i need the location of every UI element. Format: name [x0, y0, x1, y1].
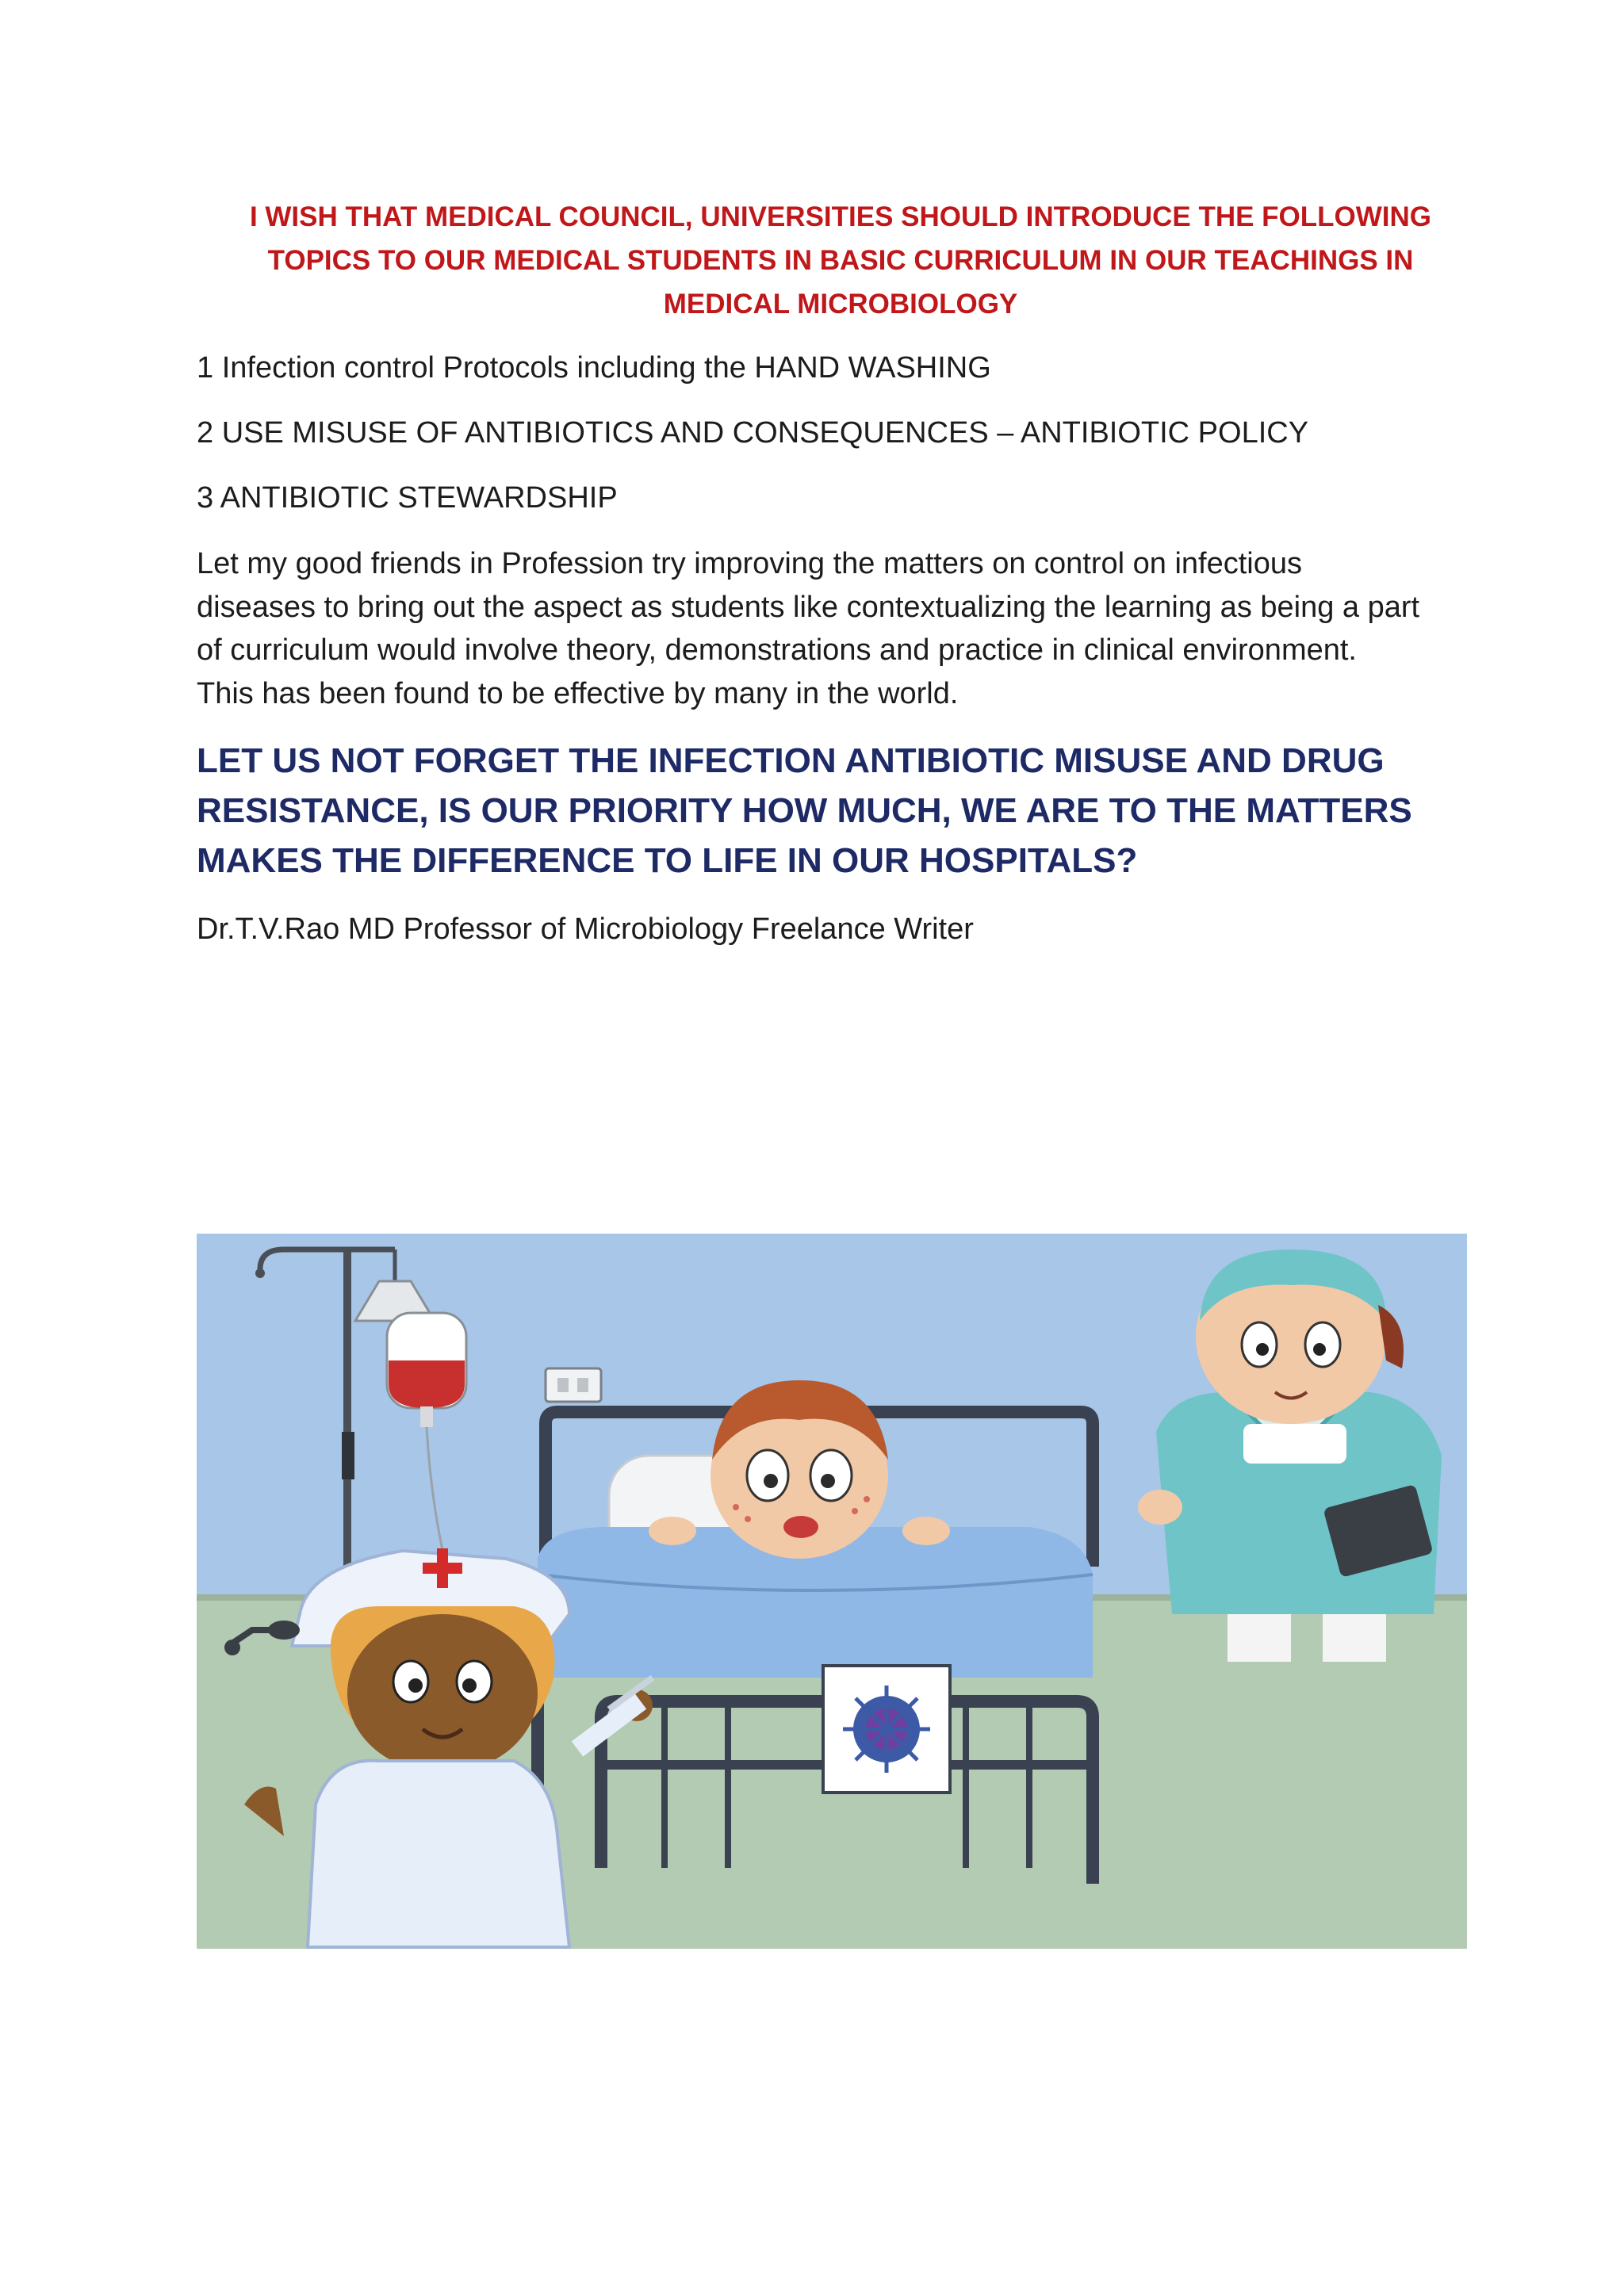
topic-item-1: 1 Infection control Protocols including the HAND WASHING: [197, 351, 991, 385]
topic-item-2: 2 USE MISUSE OF ANTIBIOTICS AND CONSEQUENCES – ANTIBIOTIC POLICY: [197, 416, 1309, 450]
hospital-ward-illustration: [197, 1234, 1467, 1949]
callout-line: MAKES THE DIFFERENCE TO LIFE IN OUR HOSPITALS?: [197, 841, 1138, 880]
topic-item-3: 3 ANTIBIOTIC STEWARDSHIP: [197, 481, 618, 515]
heading-line: TOPICS TO OUR MEDICAL STUDENTS IN BASIC CURRICULUM IN OUR TEACHINGS IN: [267, 245, 1414, 276]
paragraph-line: Let my good friends in Profession try improving the matters on control on infectious: [197, 547, 1303, 580]
heading-line: MEDICAL MICROBIOLOGY: [663, 289, 1018, 320]
light-switch: [546, 1368, 601, 1402]
callout-line: RESISTANCE, IS OUR PRIORITY HOW MUCH, WE ARE TO THE MATTERS: [197, 791, 1412, 830]
heading-line: I WISH THAT MEDICAL COUNCIL, UNIVERSITIES SHOULD INTRODUCE THE FOLLOWING: [249, 201, 1432, 232]
virus-icon: [843, 1686, 930, 1773]
author-signature: Dr.T.V.Rao MD Professor of Microbiology Freelance Writer: [197, 913, 974, 946]
callout-line: LET US NOT FORGET THE INFECTION ANTIBIOTIC MISUSE AND DRUG: [197, 741, 1385, 780]
paragraph-line: of curriculum would involve theory, demonstrations and practice in clinical environment.: [197, 633, 1357, 667]
paragraph-line: diseases to bring out the aspect as students like contextualizing the learning as being a part: [197, 590, 1420, 624]
paragraph-line: This has been found to be effective by many in the world.: [197, 676, 959, 710]
callout-heading: [197, 736, 1497, 886]
illustration-svg: [197, 1234, 1467, 1949]
page-heading: [198, 195, 1483, 326]
body-paragraph: [197, 542, 1481, 715]
